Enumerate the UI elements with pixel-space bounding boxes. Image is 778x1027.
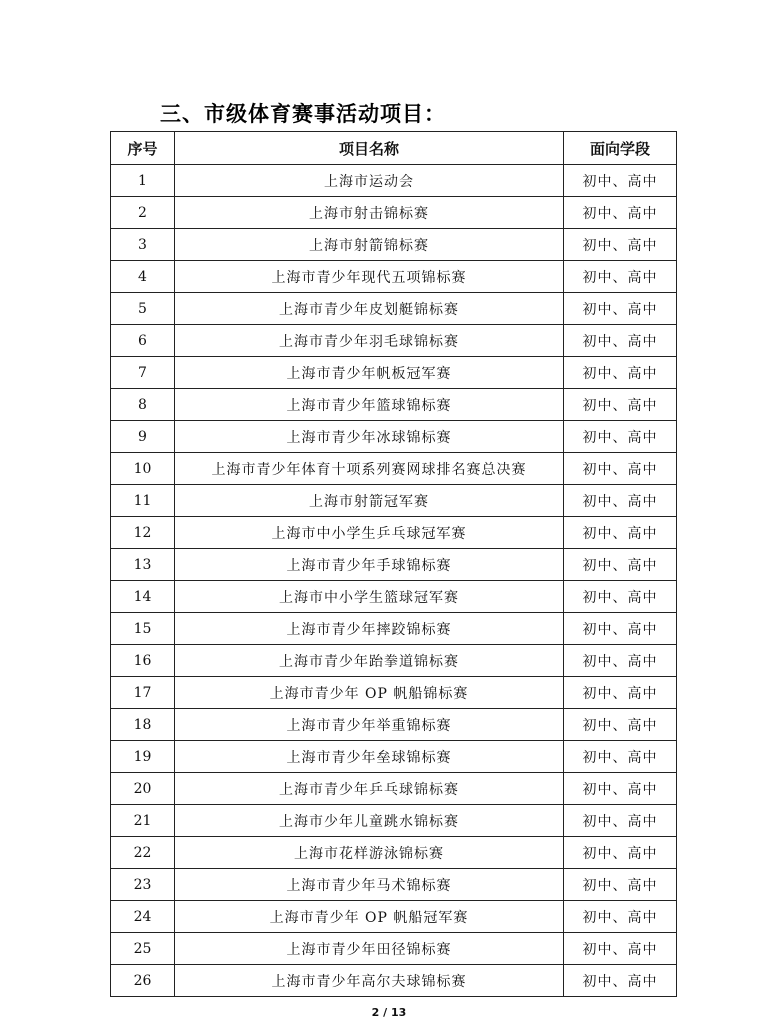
table-row xyxy=(111,709,677,741)
table-row xyxy=(111,421,677,453)
row-number: 4 xyxy=(111,261,175,293)
event-name: 上海市青少年皮划艇锦标赛 xyxy=(175,293,564,325)
school-stage: 初中、高中 xyxy=(564,453,677,485)
header-school-stage: 面向学段 xyxy=(564,132,677,165)
table-row xyxy=(111,357,677,389)
row-number: 26 xyxy=(111,965,175,997)
row-number: 14 xyxy=(111,581,175,613)
table-row xyxy=(111,773,677,805)
event-name: 上海市青少年羽毛球锦标赛 xyxy=(175,325,564,357)
event-name: 上海市青少年冰球锦标赛 xyxy=(175,421,564,453)
table-body xyxy=(111,165,677,997)
event-name: 上海市青少年体育十项系列赛网球排名赛总决赛 xyxy=(175,453,564,485)
table-row xyxy=(111,805,677,837)
row-number: 3 xyxy=(111,229,175,261)
table-row xyxy=(111,901,677,933)
event-name: 上海市少年儿童跳水锦标赛 xyxy=(175,805,564,837)
table-row xyxy=(111,581,677,613)
event-name: 上海市青少年马术锦标赛 xyxy=(175,869,564,901)
event-name: 上海市花样游泳锦标赛 xyxy=(175,837,564,869)
row-number: 5 xyxy=(111,293,175,325)
school-stage: 初中、高中 xyxy=(564,357,677,389)
school-stage: 初中、高中 xyxy=(564,517,677,549)
school-stage: 初中、高中 xyxy=(564,165,677,197)
header-event-name: 项目名称 xyxy=(175,132,564,165)
row-number: 6 xyxy=(111,325,175,357)
school-stage: 初中、高中 xyxy=(564,773,677,805)
row-number: 2 xyxy=(111,197,175,229)
event-name: 上海市中小学生乒乓球冠军赛 xyxy=(175,517,564,549)
school-stage: 初中、高中 xyxy=(564,421,677,453)
school-stage: 初中、高中 xyxy=(564,645,677,677)
school-stage: 初中、高中 xyxy=(564,741,677,773)
event-name: 上海市青少年手球锦标赛 xyxy=(175,549,564,581)
school-stage: 初中、高中 xyxy=(564,613,677,645)
row-number: 15 xyxy=(111,613,175,645)
event-name: 上海市青少年举重锦标赛 xyxy=(175,709,564,741)
event-name: 上海市青少年田径锦标赛 xyxy=(175,933,564,965)
table-row xyxy=(111,293,677,325)
table-row xyxy=(111,229,677,261)
table-row xyxy=(111,837,677,869)
school-stage: 初中、高中 xyxy=(564,261,677,293)
event-name: 上海市青少年帆板冠军赛 xyxy=(175,357,564,389)
header-row xyxy=(111,132,677,165)
school-stage: 初中、高中 xyxy=(564,837,677,869)
table-row xyxy=(111,165,677,197)
school-stage: 初中、高中 xyxy=(564,293,677,325)
event-name: 上海市青少年摔跤锦标赛 xyxy=(175,613,564,645)
school-stage: 初中、高中 xyxy=(564,933,677,965)
event-name: 上海市青少年高尔夫球锦标赛 xyxy=(175,965,564,997)
row-number: 25 xyxy=(111,933,175,965)
row-number: 1 xyxy=(111,165,175,197)
row-number: 10 xyxy=(111,453,175,485)
table-row xyxy=(111,741,677,773)
school-stage: 初中、高中 xyxy=(564,325,677,357)
event-name: 上海市青少年 OP 帆船冠军赛 xyxy=(175,901,564,933)
row-number: 19 xyxy=(111,741,175,773)
event-name: 上海市青少年乒乓球锦标赛 xyxy=(175,773,564,805)
table-row xyxy=(111,261,677,293)
school-stage: 初中、高中 xyxy=(564,869,677,901)
row-number: 13 xyxy=(111,549,175,581)
row-number: 8 xyxy=(111,389,175,421)
table-row xyxy=(111,485,677,517)
row-number: 11 xyxy=(111,485,175,517)
table-row xyxy=(111,389,677,421)
row-number: 17 xyxy=(111,677,175,709)
event-name: 上海市青少年跆拳道锦标赛 xyxy=(175,645,564,677)
school-stage: 初中、高中 xyxy=(564,389,677,421)
school-stage: 初中、高中 xyxy=(564,197,677,229)
event-name: 上海市青少年篮球锦标赛 xyxy=(175,389,564,421)
school-stage: 初中、高中 xyxy=(564,677,677,709)
table-row xyxy=(111,325,677,357)
row-number: 23 xyxy=(111,869,175,901)
table-row xyxy=(111,645,677,677)
school-stage: 初中、高中 xyxy=(564,709,677,741)
event-name: 上海市青少年垒球锦标赛 xyxy=(175,741,564,773)
school-stage: 初中、高中 xyxy=(564,805,677,837)
table-row xyxy=(111,933,677,965)
event-name: 上海市射箭锦标赛 xyxy=(175,229,564,261)
table-row xyxy=(111,517,677,549)
table-row xyxy=(111,869,677,901)
table-row xyxy=(111,677,677,709)
table-row xyxy=(111,549,677,581)
school-stage: 初中、高中 xyxy=(564,901,677,933)
row-number: 20 xyxy=(111,773,175,805)
event-name: 上海市青少年 OP 帆船锦标赛 xyxy=(175,677,564,709)
table-row xyxy=(111,197,677,229)
row-number: 24 xyxy=(111,901,175,933)
header-number: 序号 xyxy=(111,132,175,165)
event-name: 上海市运动会 xyxy=(175,165,564,197)
table-row xyxy=(111,613,677,645)
row-number: 21 xyxy=(111,805,175,837)
row-number: 7 xyxy=(111,357,175,389)
school-stage: 初中、高中 xyxy=(564,485,677,517)
school-stage: 初中、高中 xyxy=(564,581,677,613)
table-row xyxy=(111,453,677,485)
event-name: 上海市射击锦标赛 xyxy=(175,197,564,229)
row-number: 16 xyxy=(111,645,175,677)
events-table xyxy=(110,131,677,997)
page-number: 2 / 13 xyxy=(371,1006,407,1019)
event-name: 上海市中小学生篮球冠军赛 xyxy=(175,581,564,613)
row-number: 12 xyxy=(111,517,175,549)
school-stage: 初中、高中 xyxy=(564,549,677,581)
school-stage: 初中、高中 xyxy=(564,965,677,997)
row-number: 18 xyxy=(111,709,175,741)
section-heading: 三、市级体育赛事活动项目： xyxy=(160,102,446,126)
row-number: 9 xyxy=(111,421,175,453)
table-row xyxy=(111,965,677,997)
school-stage: 初中、高中 xyxy=(564,229,677,261)
event-name: 上海市青少年现代五项锦标赛 xyxy=(175,261,564,293)
row-number: 22 xyxy=(111,837,175,869)
event-name: 上海市射箭冠军赛 xyxy=(175,485,564,517)
